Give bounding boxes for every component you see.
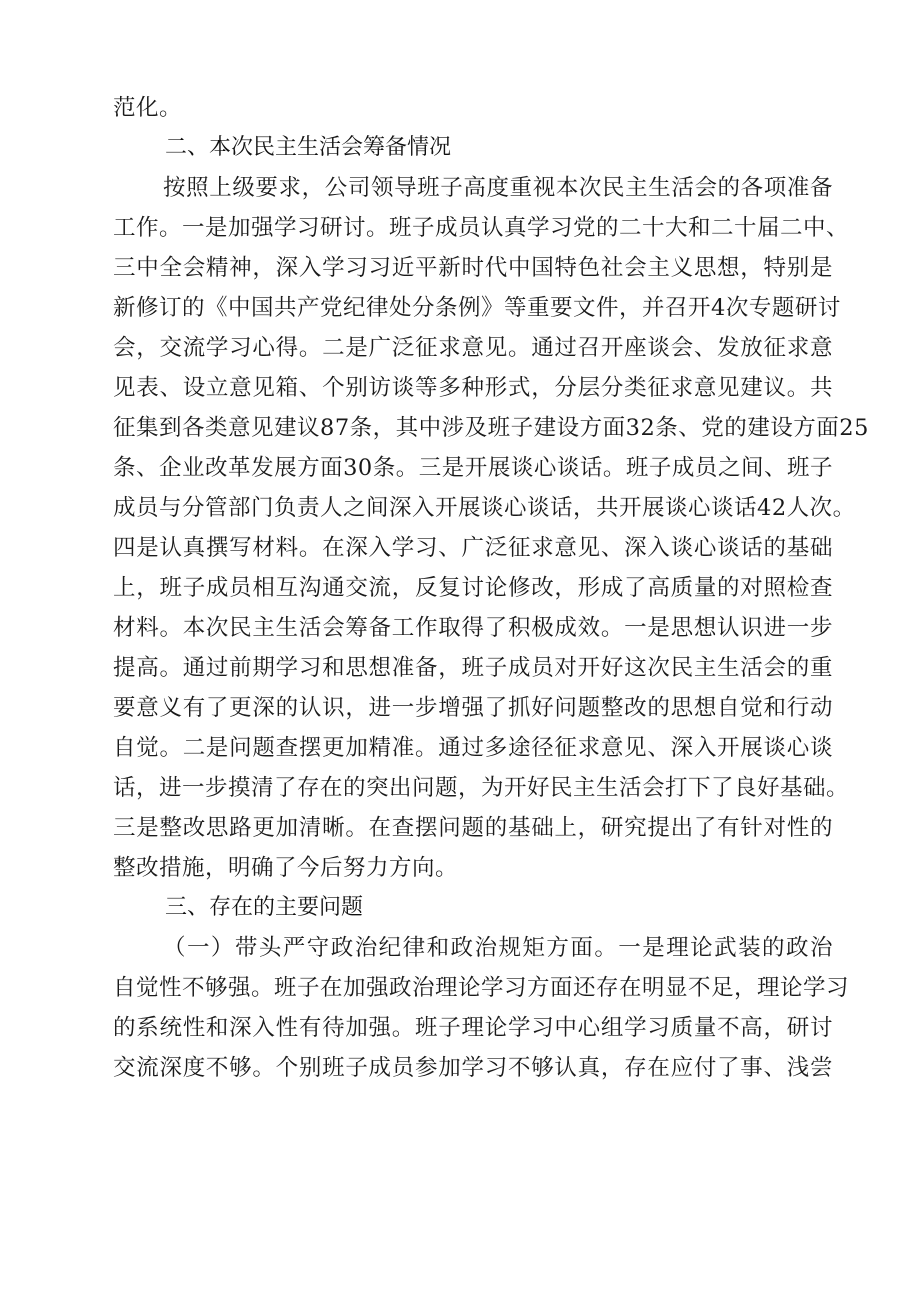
paragraph-line: 见表、设立意见箱、个别访谈等多种形式，分层分类征求意见建议。共: [113, 375, 833, 401]
paragraph-line: 按照上级要求，公司领导班子高度重视本次民主生活会的各项准备: [163, 175, 833, 201]
section-3-heading: 三、存在的主要问题: [165, 895, 364, 920]
section-2-paragraph: [113, 168, 869, 888]
paragraph-line: 工作。一是加强学习研讨。班子成员认真学习党的二十大和二十届二中、: [113, 215, 850, 241]
paragraph-line: 上，班子成员相互沟通交流，反复讨论修改，形成了高质量的对照检查: [113, 575, 833, 601]
paragraph-line: 自觉性不够强。班子在加强政治理论学习方面还存在明显不足，理论学习: [113, 975, 850, 1001]
paragraph-line: 三中全会精神，深入学习习近平新时代中国特色社会主义思想，特别是: [113, 255, 833, 281]
section-2-heading: 二、本次民主生活会筹备情况: [165, 135, 452, 160]
document-page: [113, 88, 869, 1088]
paragraph-line: 要意义有了更深的认识，进一步增强了抓好问题整改的思想自觉和行动: [113, 695, 833, 721]
paragraph-line: 三是整改思路更加清晰。在查摆问题的基础上，研究提出了有针对性的: [113, 815, 833, 841]
paragraph-line: 成员与分管部门负责人之间深入开展谈心谈话，共开展谈心谈话42人次。: [113, 495, 856, 521]
paragraph-line: 交流深度不够。个别班子成员参加学习不够认真，存在应付了事、浅尝: [113, 1055, 833, 1081]
paragraph-line: 的系统性和深入性有待加强。班子理论学习中心组学习质量不高，研讨: [113, 1015, 833, 1041]
paragraph-line: 整改措施，明确了今后努力方向。: [113, 855, 459, 881]
paragraph-line: （一）带头严守政治纪律和政治规矩方面。一是理论武装的政治: [163, 935, 833, 961]
paragraph-line: 四是认真撰写材料。在深入学习、广泛征求意见、深入谈心谈话的基础: [113, 535, 833, 561]
paragraph-line: 话，进一步摸清了存在的突出问题，为开好民主生活会打下了良好基础。: [113, 775, 850, 801]
paragraph-line: 新修订的《中国共产党纪律处分条例》等重要文件，并召开4次专题研讨: [113, 295, 841, 321]
paragraph-line: 提高。通过前期学习和思想准备，班子成员对开好这次民主生活会的重: [113, 655, 833, 681]
paragraph-line: 自觉。二是问题查摆更加精准。通过多途径征求意见、深入开展谈心谈: [113, 735, 833, 761]
section-3-paragraph: [113, 928, 850, 1088]
paragraph-line: 条、企业改革发展方面30条。三是开展谈心谈话。班子成员之间、班子: [113, 455, 833, 481]
paragraph-line: 征集到各类意见建议87条，其中涉及班子建设方面32条、党的建设方面25: [113, 415, 869, 441]
intro-line: 范化。: [113, 95, 183, 121]
paragraph-line: 材料。本次民主生活会筹备工作取得了积极成效。一是思想认识进一步: [113, 615, 833, 641]
paragraph-line: 会，交流学习心得。二是广泛征求意见。通过召开座谈会、发放征求意: [113, 335, 833, 361]
